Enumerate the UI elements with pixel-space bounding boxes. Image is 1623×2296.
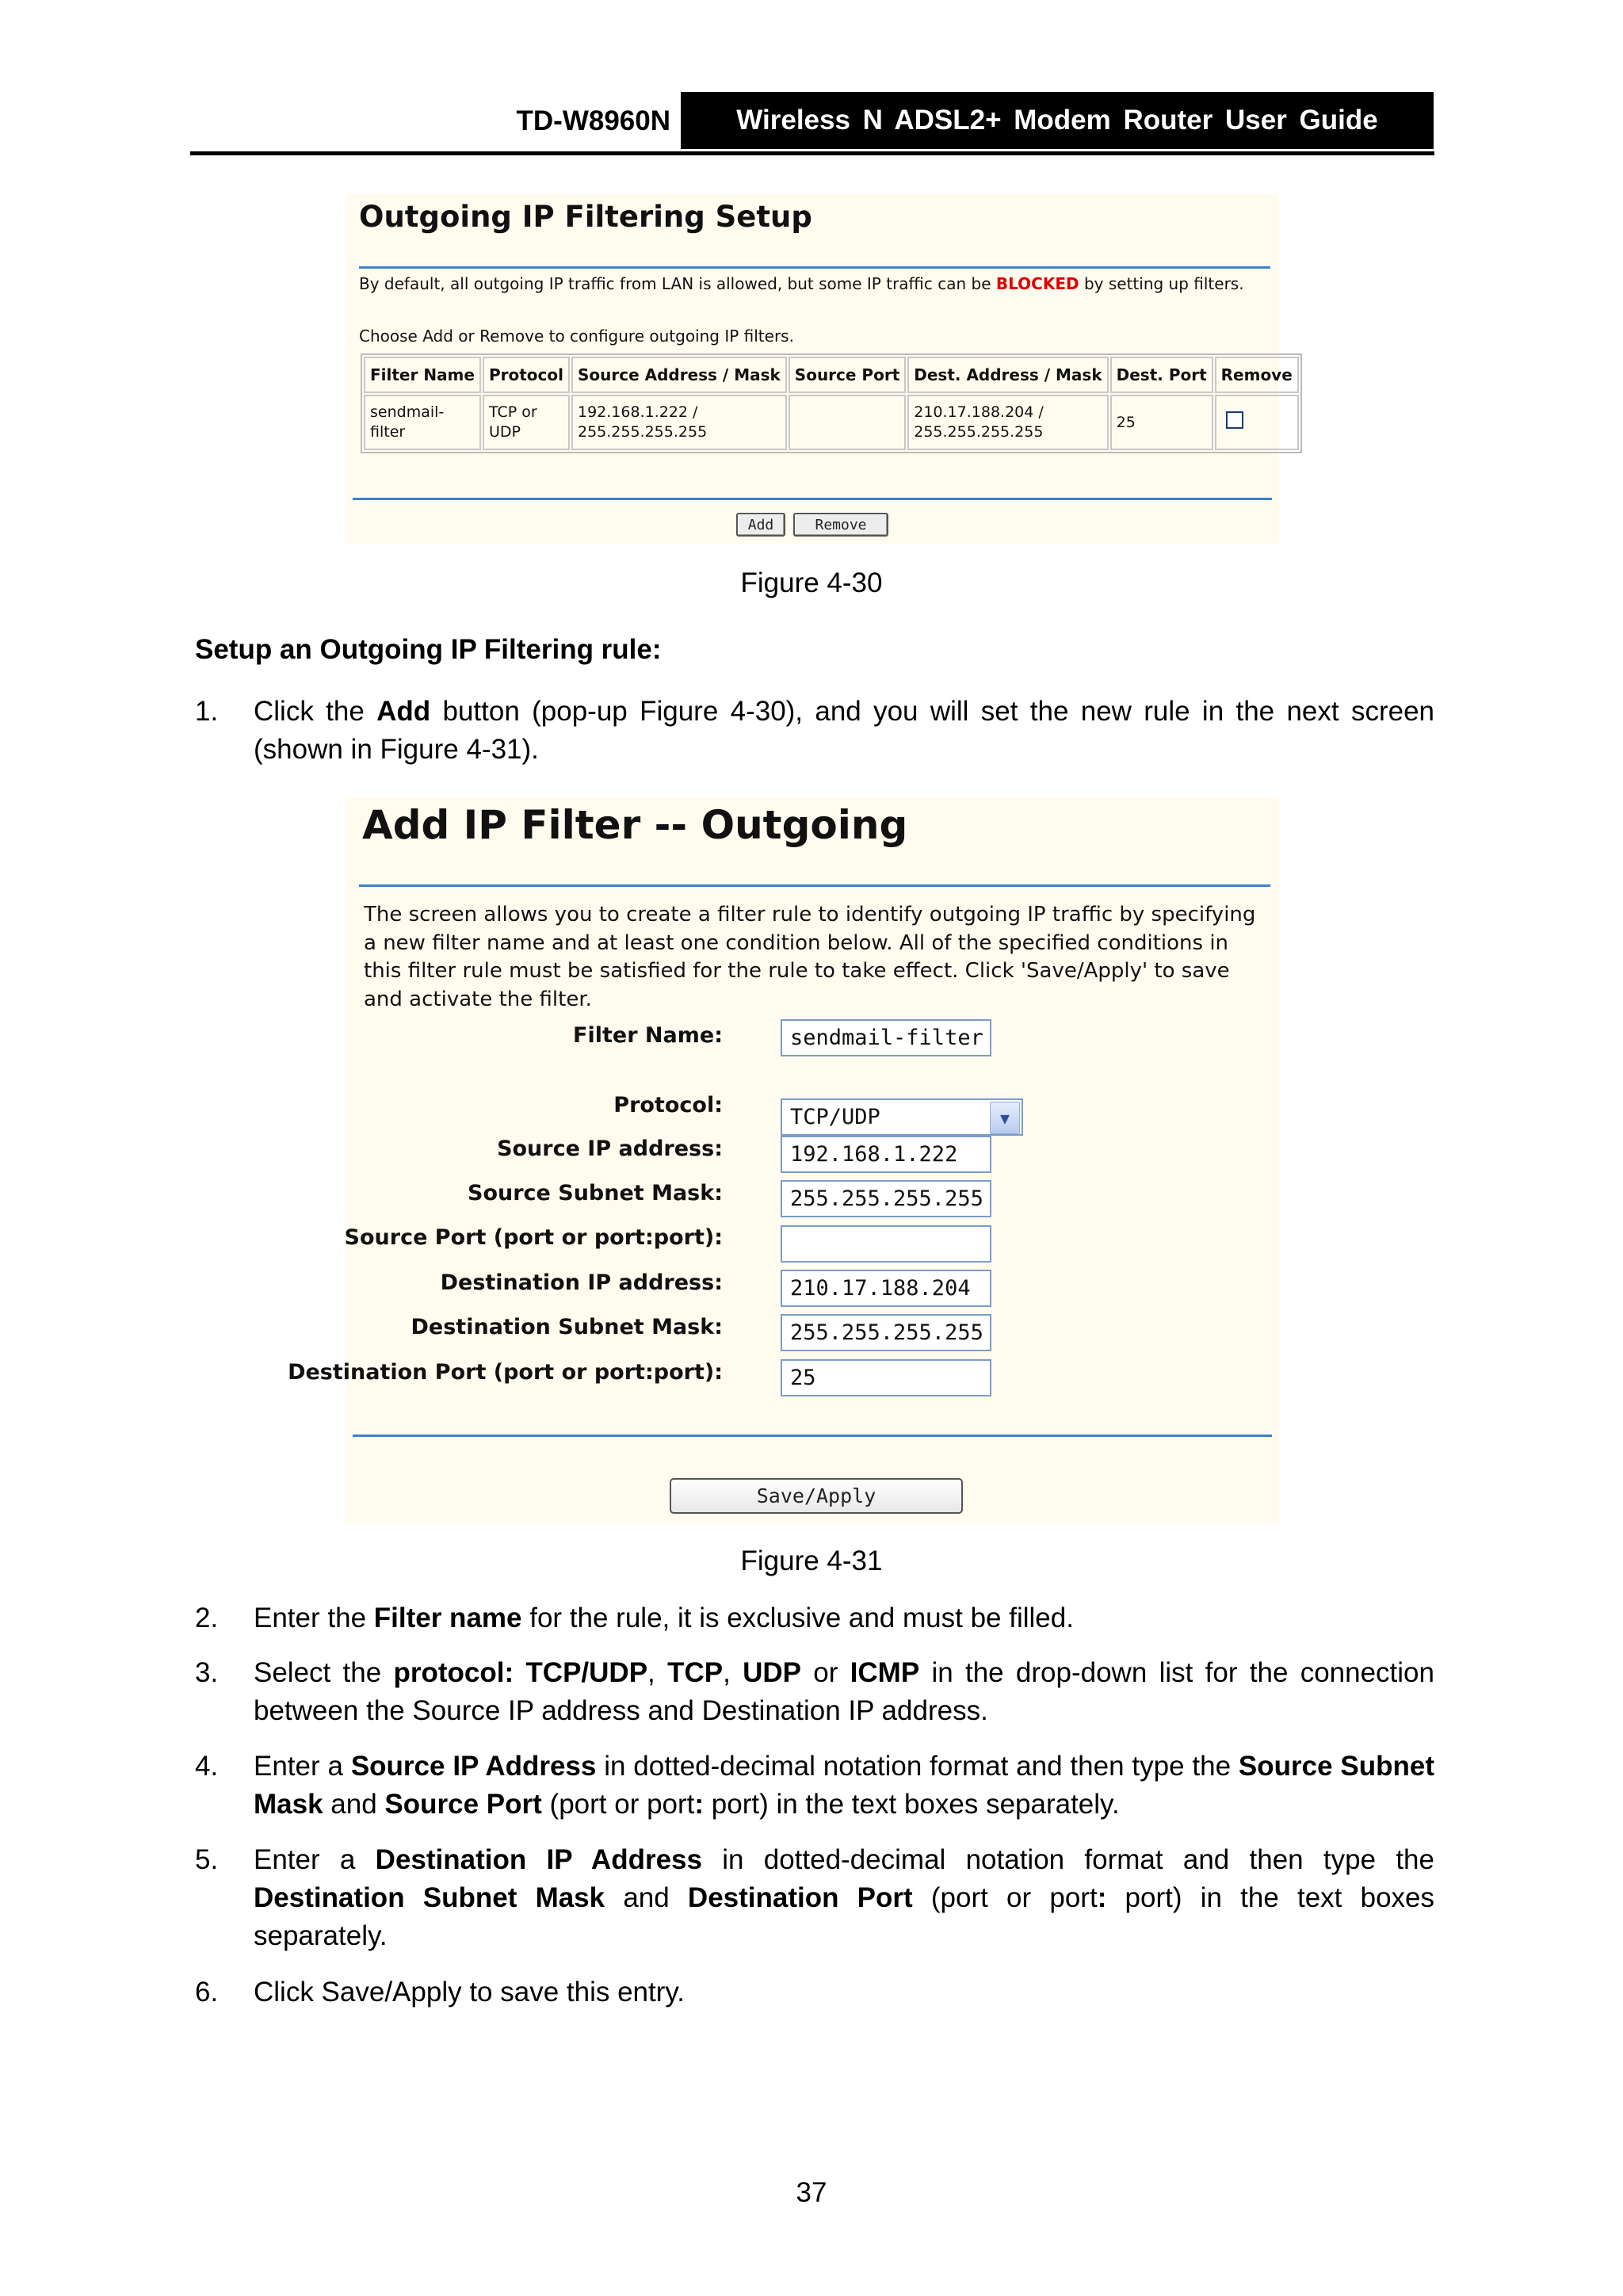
step-number: 1. (195, 696, 219, 727)
outgoing-ip-filtering-screenshot (346, 193, 1293, 544)
add-button[interactable]: Add (736, 513, 785, 537)
step-text (254, 693, 1434, 769)
step-text (254, 1841, 1434, 1955)
cell-protocol (483, 395, 570, 450)
text-run: , (723, 1657, 743, 1688)
step-text (254, 1973, 1434, 2011)
text-run: port) in the text boxes separately. (254, 1882, 1434, 1951)
figure-4-30-caption: Figure 4-30 (740, 567, 883, 598)
bold-run: TCP (667, 1657, 724, 1688)
dest-mask: 255.255.255.255 (914, 423, 1044, 441)
text-run: Click the (254, 696, 377, 727)
step-5 (195, 1841, 1434, 1955)
step-2 (195, 1599, 1434, 1637)
bold-run: : (1097, 1882, 1107, 1913)
bold-run: Add (376, 696, 431, 727)
screen-title: Outgoing IP Filtering Setup (359, 200, 812, 234)
step-text (254, 1599, 1434, 1637)
blocked-word: BLOCKED (995, 274, 1079, 293)
destination-ip-input[interactable]: 210.17.188.204 (781, 1270, 991, 1307)
col-source-port: Source Port (789, 357, 906, 393)
source-address: 192.168.1.222 / (577, 403, 698, 421)
section-title: Setup an Outgoing IP Filtering rule: (195, 634, 662, 665)
filter-name-line2: filter (370, 423, 406, 441)
bold-run: : (694, 1789, 705, 1820)
text-run: in dotted-decimal notation format and then type the (701, 1844, 1434, 1875)
step-4 (195, 1748, 1434, 1824)
cell-source-port (789, 395, 906, 450)
step-number: 2. (195, 1603, 219, 1633)
step-number: 5. (195, 1844, 219, 1875)
col-filter-name: Filter Name (364, 357, 481, 393)
table-row (364, 395, 1299, 450)
text-run: in the drop-down list for the connection between the Source IP address and Destination IP address. (254, 1657, 1434, 1726)
text-run: Select the (254, 1657, 394, 1688)
desc-before: By default, all outgoing IP traffic from LAN is allowed, but some IP traffic can be (359, 274, 996, 293)
header-rule (190, 151, 1434, 155)
text-run: Enter a (254, 1844, 376, 1875)
col-dest-address: Dest. Address / Mask (907, 357, 1108, 393)
text-run: (port or port (912, 1882, 1098, 1913)
col-remove: Remove (1215, 357, 1299, 393)
text-run: port) in the text boxes separately. (704, 1789, 1120, 1820)
step-number: 3. (195, 1657, 219, 1688)
step-text (254, 1654, 1434, 1730)
bold-run: Source Subnet Mask (254, 1751, 1434, 1820)
source-mask-label: Source Subnet Mask: (468, 1181, 723, 1205)
text-run: Enter a (254, 1751, 351, 1782)
step-number: 6. (195, 1977, 219, 2008)
table-header-row (364, 357, 1299, 393)
source-mask: 255.255.255.255 (577, 423, 708, 441)
form-labels (288, 797, 723, 1523)
col-dest-port: Dest. Port (1110, 357, 1213, 393)
step-3 (195, 1654, 1434, 1730)
bold-run: protocol: TCP/UDP (393, 1657, 648, 1688)
cell-dest-address (907, 395, 1108, 450)
step-1 (195, 693, 1434, 769)
chevron-down-icon[interactable]: ▼ (990, 1102, 1020, 1134)
source-ip-label: Source IP address: (497, 1137, 723, 1161)
remove-checkbox-icon[interactable] (1226, 411, 1243, 429)
desc-after: by setting up filters. (1079, 274, 1244, 293)
cell-filter-name (364, 395, 481, 450)
page-number: 37 (796, 2177, 827, 2208)
remove-button[interactable]: Remove (793, 513, 888, 537)
text-run: and (323, 1789, 385, 1820)
add-ip-filter-outgoing-screenshot (288, 797, 1278, 1523)
title-divider (359, 266, 1270, 269)
text-run: for the rule, it is exclusive and must be filled. (521, 1603, 1074, 1633)
destination-port-input[interactable]: 25 (781, 1359, 991, 1396)
bottom-divider (353, 498, 1272, 500)
choose-instructions: Choose Add or Remove to configure outgoing IP filters. (359, 327, 794, 346)
destination-port-label: Destination Port (port or port:port): (288, 1360, 723, 1385)
bold-run: Source IP Address (350, 1751, 597, 1782)
bold-run: Filter name (373, 1603, 522, 1633)
bold-run: Destination IP Address (375, 1844, 702, 1875)
col-protocol: Protocol (483, 357, 570, 393)
cell-remove (1215, 395, 1299, 450)
bold-run: Destination Subnet Mask (254, 1882, 605, 1913)
protocol-selected-value: TCP/UDP (790, 1105, 880, 1129)
header-model: TD-W8960N (516, 105, 670, 136)
protocol-label: Protocol: (613, 1093, 723, 1117)
destination-mask-input[interactable]: 255.255.255.255 (781, 1314, 991, 1351)
cell-dest-port: 25 (1110, 395, 1213, 450)
step-text (254, 1748, 1434, 1824)
text-run: (port or port (541, 1789, 695, 1820)
figure-4-31-caption: Figure 4-31 (740, 1545, 883, 1576)
cell-source-address (571, 395, 787, 450)
save-apply-button[interactable]: Save/Apply (670, 1478, 963, 1514)
text-run: or (800, 1657, 850, 1688)
text-run: , (647, 1657, 668, 1688)
text-run: button (pop-up Figure 4-30), and you will set the new rule in the next screen (shown in Figure 4-31). (254, 696, 1434, 765)
step-number: 4. (195, 1751, 219, 1782)
destination-mask-label: Destination Subnet Mask: (411, 1315, 723, 1339)
text-run: Click Save/Apply to save this entry. (254, 1977, 685, 2008)
protocol-line1: TCP or (488, 403, 537, 421)
text-run: Enter the (254, 1603, 374, 1633)
source-port-input[interactable] (781, 1225, 991, 1263)
filter-table (361, 353, 1302, 453)
destination-ip-label: Destination IP address: (440, 1270, 723, 1295)
bold-run: Source Port (384, 1789, 542, 1820)
dest-address: 210.17.188.204 / (914, 403, 1044, 421)
text-run: and (605, 1882, 688, 1913)
screen-title: Add IP Filter -- Outgoing (362, 802, 908, 848)
text-run: in dotted-decimal notation format and then type the (596, 1751, 1239, 1782)
filter-name-input[interactable]: sendmail-filter (781, 1019, 991, 1056)
filter-name-label: Filter Name: (573, 1023, 723, 1048)
protocol-line2: UDP (488, 423, 521, 441)
screen-description: The screen allows you to create a filter rule to identify outgoing IP traffic by specifying a new filter name and at least one condition below. All of the specified conditions in this filter rule must be satisfied for the rule to take effect. Click 'Save/Apply' to save and activate the filter. (364, 903, 1256, 1011)
source-port-label: Source Port (port or port:port): (344, 1225, 723, 1250)
bold-run: UDP (743, 1657, 801, 1688)
default-policy-text (359, 274, 1244, 293)
source-mask-input[interactable]: 255.255.255.255 (781, 1180, 991, 1217)
bold-run: Destination Port (687, 1882, 913, 1913)
source-ip-input[interactable]: 192.168.1.222 (781, 1136, 991, 1173)
bold-run: ICMP (850, 1657, 920, 1688)
protocol-select[interactable] (781, 1098, 1023, 1136)
filter-name-line1: sendmail- (370, 403, 445, 421)
header-guide-title: Wireless N ADSL2+ Modem Router User Guide (681, 92, 1434, 149)
bottom-divider (353, 1435, 1272, 1437)
col-source-address: Source Address / Mask (571, 357, 787, 393)
step-6 (195, 1973, 1434, 2011)
